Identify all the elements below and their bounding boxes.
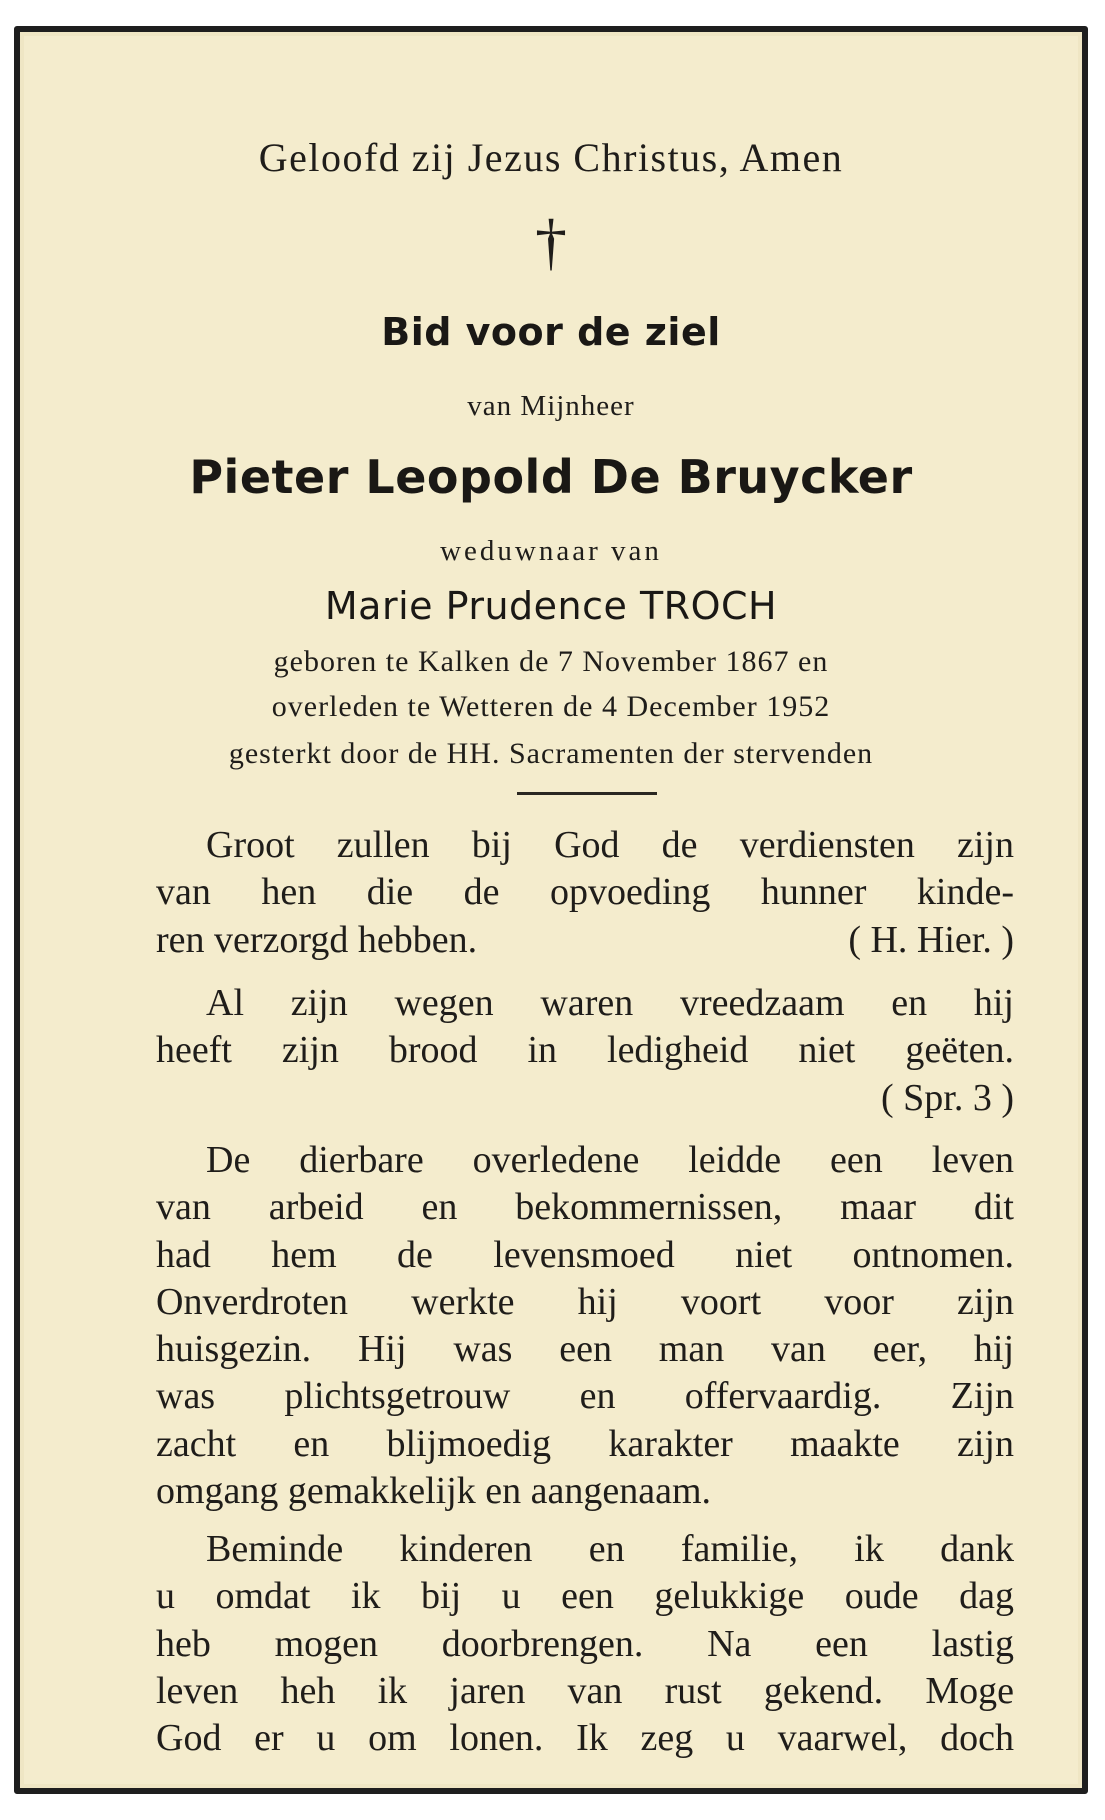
citation: ( H. Hier. ): [848, 918, 1014, 961]
born-line: geboren te Kalken de 7 November 1867 en: [273, 645, 829, 678]
sacraments-line: gesterkt door de HH. Sacramenten der stervenden: [228, 737, 874, 770]
text-line: ren verzorgd hebben.: [156, 918, 478, 961]
text-line: heb mogen doorbrengen. Na een lastig: [156, 1622, 1014, 1665]
text-line: van arbeid en bekommernissen, maar dit: [156, 1186, 1014, 1229]
text-line: was plichtsgetrouw en offervaardig. Zijn: [156, 1375, 1014, 1418]
text-line: leven heh ik jaren van rust gekend. Moge: [156, 1669, 1014, 1712]
text-line-with-citation: [156, 917, 1014, 964]
text-line: God er u om lonen. Ik zeg u vaarwel, doch: [156, 1717, 1014, 1760]
relation-label: weduwnaar van: [440, 535, 662, 567]
text-line: De dierbare overledene leidde een leven: [206, 1139, 1014, 1181]
text-line: Al zijn wegen waren vreedzaam en hij: [206, 982, 1014, 1024]
text-line: huisgezin. Hij was een man van eer, hij: [156, 1328, 1014, 1371]
text-line: had hem de levensmoed niet ontnomen.: [156, 1233, 1014, 1276]
cross-icon: †: [535, 206, 567, 277]
paragraph-3: [156, 1137, 1014, 1515]
text-line: Groot zullen bij God de verdiensten zijn: [206, 824, 1014, 866]
card-header: Geloofd zij Jezus Christus, Amen: [258, 135, 844, 180]
text-line: Beminde kinderen en familie, ik dank: [206, 1528, 1014, 1570]
died-line: overleden te Wetteren de 4 December 1952: [271, 690, 831, 723]
text-line: zacht en blijmoedig karakter maakte zijn: [156, 1422, 1014, 1465]
text-line: Onverdroten werkte hij voort voor zijn: [156, 1280, 1014, 1323]
title-prefix: van Mijnheer: [467, 390, 635, 422]
deceased-name: Pieter Leopold De Bruycker: [189, 450, 913, 504]
paragraph-2: [156, 980, 1014, 1122]
text-line: van hen die de opvoeding hunner kinde-: [156, 871, 1014, 914]
text-line: u omdat ik bij u een gelukkige oude dag: [156, 1575, 1014, 1618]
memorial-card: [14, 26, 1088, 1794]
spouse-name: Marie Prudence TROCH: [324, 584, 778, 628]
citation: ( Spr. 3 ): [881, 1076, 1014, 1119]
text-line: omgang gemakkelijk en aangenaam.: [156, 1470, 712, 1513]
paragraph-4: [156, 1526, 1014, 1762]
paragraph-1: [156, 822, 1014, 964]
divider: [517, 792, 657, 795]
prayer-line: Bid voor de ziel: [381, 310, 721, 354]
text-line: heeft zijn brood in ledigheid niet geëten.: [156, 1029, 1014, 1072]
